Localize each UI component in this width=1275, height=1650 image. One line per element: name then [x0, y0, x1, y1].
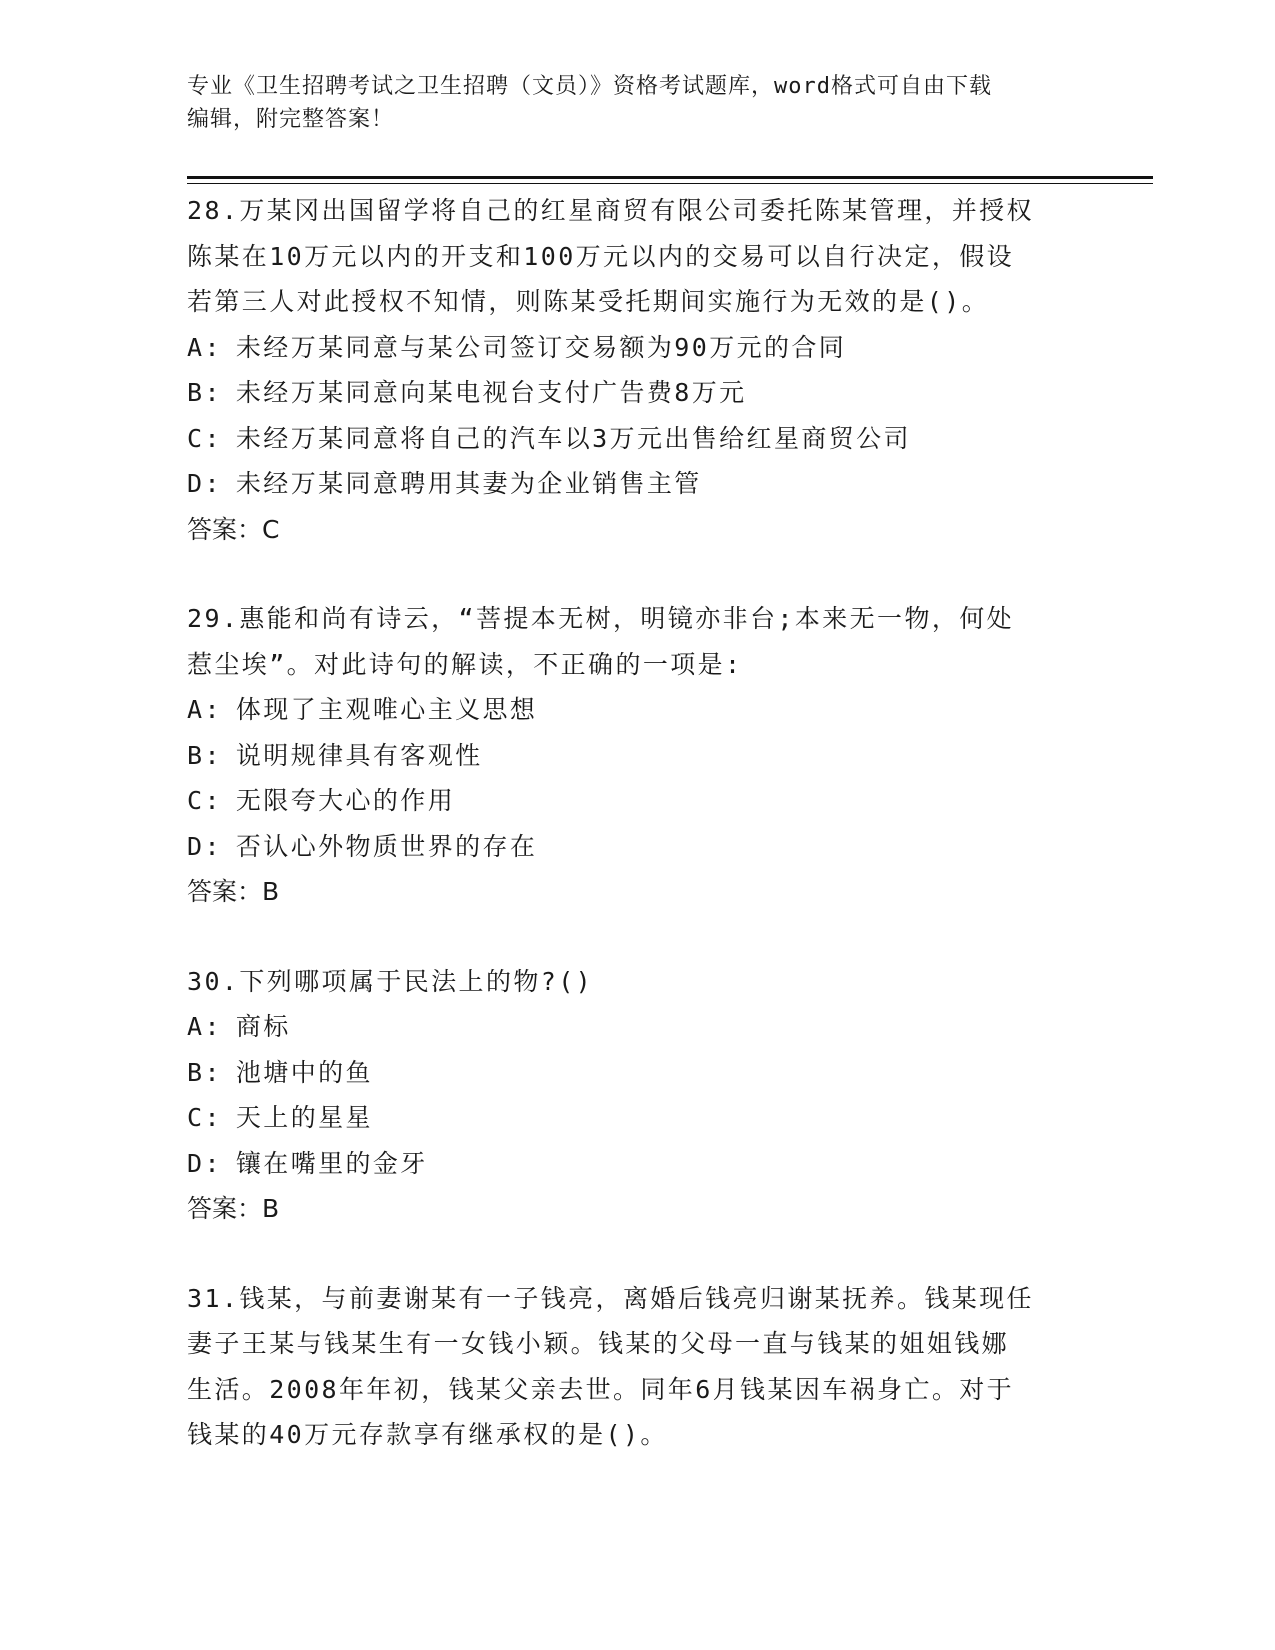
question-stem-line: 陈某在10万元以内的开支和100万元以内的交易可以自行决定，假设: [187, 241, 1015, 271]
question-list: [187, 188, 1087, 1458]
question-31: [187, 1276, 1087, 1458]
header-line-2: 编辑，附完整答案！: [187, 107, 395, 132]
option-text: 商标: [235, 1012, 291, 1041]
option-key: D:: [187, 469, 222, 498]
option-key: A:: [187, 332, 222, 362]
document-header: [187, 70, 1087, 136]
option-key: C:: [187, 786, 222, 815]
option-key: C:: [187, 1103, 222, 1132]
option-key: C:: [187, 423, 222, 453]
option-c: [187, 778, 1087, 824]
option-text: 说明规律具有客观性: [235, 740, 483, 770]
question-stem-line: 29.惠能和尚有诗云，“菩提本无树，明镜亦非台;本来无一物，何处: [187, 604, 1015, 633]
option-d: [187, 1141, 1087, 1187]
option-text: 池塘中的鱼: [235, 1057, 373, 1087]
option-d: [187, 461, 1087, 507]
option-key: B:: [187, 1057, 222, 1087]
question-stem-line: 30.下列哪项属于民法上的物?(): [187, 966, 594, 996]
option-key: D:: [187, 831, 222, 861]
question-stem-line: 若第三人对此授权不知情，则陈某受托期间实施行为无效的是()。: [187, 287, 990, 316]
question-stem-line: 31.钱某，与前妻谢某有一子钱亮，离婚后钱亮归谢某抚养。钱某现任: [187, 1283, 1034, 1313]
option-text: 否认心外物质世界的存在: [235, 831, 538, 861]
option-text: 未经万某同意将自己的汽车以3万元出售给红星商贸公司: [235, 423, 911, 453]
option-key: A:: [187, 1012, 222, 1041]
option-a: [187, 1004, 1087, 1050]
option-b: [187, 1050, 1087, 1096]
option-text: 天上的星星: [235, 1103, 373, 1132]
option-text: 无限夸大心的作用: [235, 786, 456, 815]
option-text: 镶在嘴里的金牙: [235, 1148, 428, 1178]
option-key: A:: [187, 695, 222, 724]
option-key: B:: [187, 378, 222, 407]
header-line-1: 专业《卫生招聘考试之卫生招聘（文员）》资格考试题库，word格式可自由下载: [187, 74, 992, 99]
option-a: [187, 687, 1087, 733]
option-key: B:: [187, 740, 222, 770]
answer-line: 答案：B: [187, 1194, 280, 1223]
question-stem-line: 钱某的40万元存款享有继承权的是()。: [187, 1420, 668, 1449]
question-stem-line: 惹尘埃”。对此诗句的解读，不正确的一项是:: [187, 649, 743, 679]
header-divider-thick: [187, 176, 1153, 179]
option-d: [187, 824, 1087, 870]
option-text: 未经万某同意聘用其妻为企业销售主管: [235, 469, 702, 498]
header-divider-thin: [187, 183, 1153, 184]
question-stem-line: 妻子王某与钱某生有一女钱小颖。钱某的父母一直与钱某的姐姐钱娜: [187, 1329, 1010, 1358]
question-stem-line: 28.万某冈出国留学将自己的红星商贸有限公司委托陈某管理，并授权: [187, 196, 1034, 225]
answer-line: 答案：C: [187, 514, 280, 544]
option-c: [187, 1095, 1087, 1141]
option-b: [187, 370, 1087, 416]
answer-line: 答案：B: [187, 877, 280, 906]
option-key: D:: [187, 1148, 222, 1178]
option-text: 未经万某同意与某公司签订交易额为90万元的合同: [235, 332, 847, 362]
option-a: [187, 325, 1087, 371]
question-29: [187, 596, 1087, 915]
question-28: [187, 188, 1087, 552]
question-30: [187, 959, 1087, 1232]
option-text: 体现了主观唯心主义思想: [235, 695, 538, 724]
option-text: 未经万某同意向某电视台支付广告费8万元: [235, 378, 747, 407]
option-b: [187, 733, 1087, 779]
question-stem-line: 生活。2008年年初，钱某父亲去世。同年6月钱某因车祸身亡。对于: [187, 1374, 1015, 1404]
option-c: [187, 416, 1087, 462]
